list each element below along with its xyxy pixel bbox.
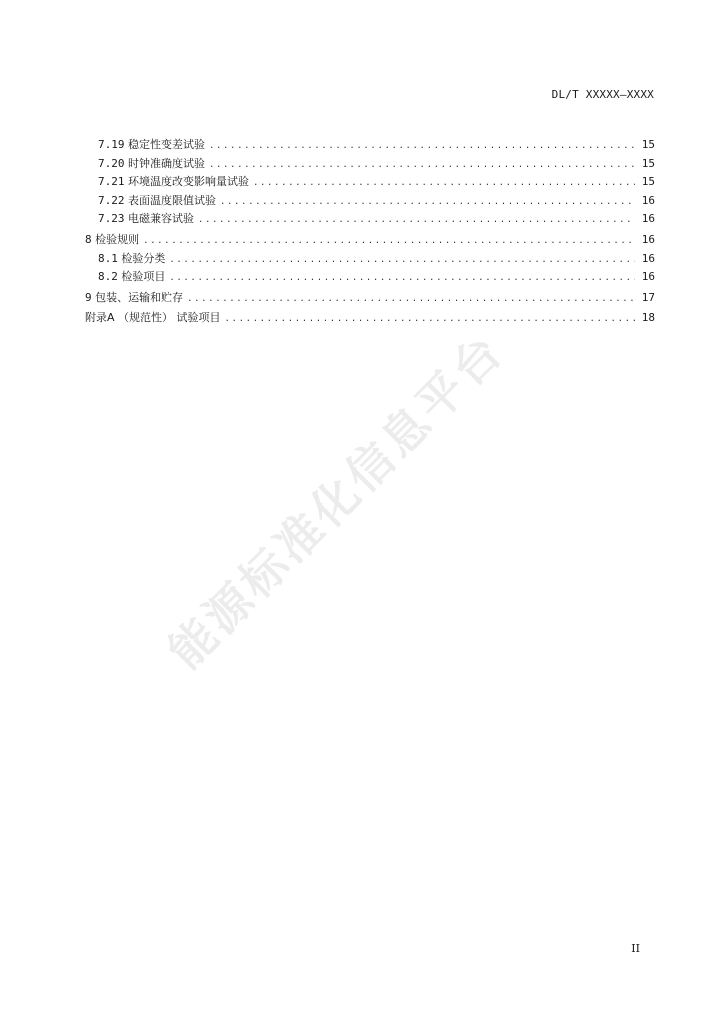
toc-entry-number: 7.21: [98, 175, 125, 189]
toc-entry-number: 8.2: [98, 270, 118, 284]
toc-entry[interactable]: [85, 250, 655, 269]
toc-entry-label: [85, 289, 183, 308]
toc-entry[interactable]: [85, 309, 655, 328]
toc-entry-label: [85, 268, 165, 287]
toc-entry[interactable]: [85, 268, 655, 287]
toc-entry-label: [85, 250, 165, 269]
toc-entry-page: 17: [641, 290, 655, 304]
document-code: DL/T XXXXX—XXXX: [551, 88, 654, 101]
toc-entry-label: [85, 309, 221, 328]
toc-entry[interactable]: [85, 289, 655, 308]
toc-entry-title: 稳定性变差试验: [128, 138, 205, 151]
toc-entry-title: 环境温度改变影响量试验: [128, 175, 249, 189]
watermark: 能源标准化信息平台: [158, 322, 515, 680]
toc-entry-number: 附录A: [85, 311, 115, 325]
toc-entry-label: [85, 173, 249, 192]
toc-entry[interactable]: [85, 173, 655, 192]
page-number: II: [631, 942, 640, 955]
toc-entry-title: 包装、运输和贮存: [95, 290, 184, 304]
toc-leader-dots: [169, 251, 635, 270]
toc-entry-page: 16: [641, 270, 655, 284]
toc-entry-number: 9: [85, 290, 92, 304]
toc-entry-number: 7.20: [98, 156, 125, 170]
toc-entry-label: [85, 210, 194, 229]
toc-entry-page: 16: [641, 251, 655, 265]
toc-entry[interactable]: [85, 136, 655, 155]
toc-leader-dots: [143, 232, 635, 251]
toc-entry-number: 7.22: [98, 193, 125, 207]
toc-entry[interactable]: [85, 155, 655, 174]
toc-entry-page: 15: [641, 156, 655, 170]
toc-entry-number: 7.23: [98, 212, 125, 226]
toc-leader-dots: [220, 193, 635, 212]
toc-entry-title: 电磁兼容试验: [128, 212, 194, 226]
toc-entry-page: 18: [641, 311, 655, 325]
toc-entry-title: 检验分类: [121, 251, 166, 265]
toc-entry-number: 8.1: [98, 251, 118, 265]
toc-entry-title: （规范性） 试验项目: [118, 311, 221, 325]
toc-entry-title: 检验规则: [95, 232, 140, 246]
toc-entry-label: [85, 136, 205, 155]
toc-leader-dots: [198, 211, 635, 230]
toc-entry-label: [85, 192, 216, 211]
toc-entry-number: 8: [85, 232, 92, 246]
toc-leader-dots: [209, 156, 635, 175]
toc-entry[interactable]: [85, 210, 655, 229]
toc-entry-page: 15: [641, 138, 655, 151]
toc-leader-dots: [209, 137, 635, 156]
toc-entry-title: 表面温度限值试验: [128, 193, 216, 207]
toc-entry-page: 15: [641, 175, 655, 189]
toc-entry-title: 检验项目: [121, 270, 166, 284]
table-of-contents: [85, 136, 655, 328]
toc-entry-page: 16: [641, 212, 655, 226]
toc-entry[interactable]: [85, 231, 655, 250]
toc-entry-label: [85, 155, 205, 174]
toc-entry-page: 16: [641, 193, 655, 207]
toc-leader-dots: [225, 310, 635, 329]
toc-entry-title: 时钟准确度试验: [128, 156, 205, 170]
toc-leader-dots: [253, 174, 635, 193]
toc-entry-number: 7.19: [98, 138, 125, 151]
toc-leader-dots: [187, 290, 635, 309]
toc-entry[interactable]: [85, 192, 655, 211]
toc-entry-label: [85, 231, 139, 250]
toc-entry-page: 16: [641, 232, 655, 246]
toc-leader-dots: [169, 269, 635, 288]
